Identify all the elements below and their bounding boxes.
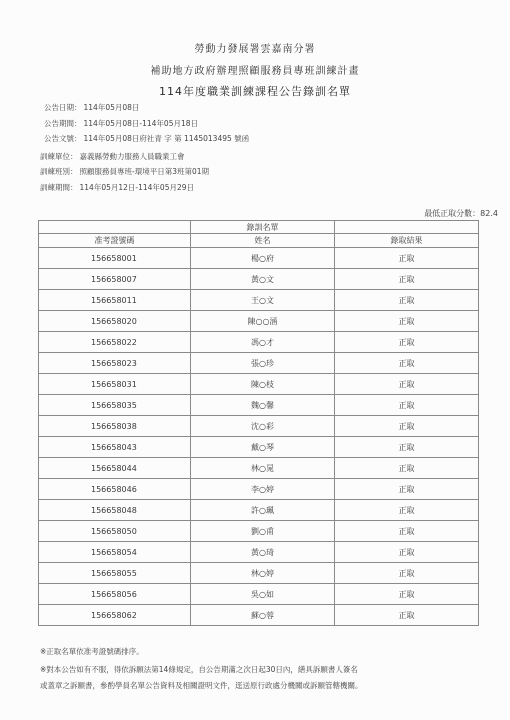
table-row — [39, 605, 479, 626]
program-name: 補助地方政府辦理照顧服務員專班訓練計畫 — [150, 66, 360, 77]
admission-number: 156658038 — [39, 416, 191, 437]
admission-result: 正取 — [335, 332, 479, 353]
meta-training-unit — [40, 151, 185, 162]
meta-announce-period — [44, 118, 198, 129]
admission-result: 正取 — [335, 311, 479, 332]
agency-name: 勞動力發展署雲嘉南分署 — [194, 44, 316, 55]
table-row — [39, 542, 479, 563]
meta-label: 公告日期： — [44, 103, 82, 112]
table-row — [39, 437, 479, 458]
meta-value: 照顧服務員專班-環境平日第3班第01期 — [79, 167, 210, 176]
admission-result: 正取 — [335, 563, 479, 584]
admission-result: 正取 — [335, 521, 479, 542]
admission-result: 正取 — [335, 290, 479, 311]
table-row — [39, 248, 479, 269]
student-name: 吳○如 — [191, 584, 335, 605]
admission-result: 正取 — [335, 542, 479, 563]
student-name: 蘇○蓉 — [191, 605, 335, 626]
column-header-id: 准考證號碼 — [39, 234, 191, 248]
admission-result: 正取 — [335, 458, 479, 479]
admission-number: 156658054 — [39, 542, 191, 563]
table-row — [39, 479, 479, 500]
admission-number: 156658022 — [39, 332, 191, 353]
table-row — [39, 416, 479, 437]
admission-number: 156658035 — [39, 395, 191, 416]
admission-result: 正取 — [335, 500, 479, 521]
student-name: 李○婷 — [191, 479, 335, 500]
student-name: 林○婷 — [191, 563, 335, 584]
admission-number: 156658062 — [39, 605, 191, 626]
admission-result: 正取 — [335, 437, 479, 458]
table-row — [39, 584, 479, 605]
min-score: 最低正取分數：82.4 — [424, 209, 498, 218]
table-row — [39, 332, 479, 353]
student-name: 馮○才 — [191, 332, 335, 353]
admission-number: 156658050 — [39, 521, 191, 542]
student-name: 黃○琦 — [191, 542, 335, 563]
admission-result: 正取 — [335, 269, 479, 290]
table-header-row — [39, 234, 479, 248]
student-name: 楊○府 — [191, 248, 335, 269]
admission-number: 156658044 — [39, 458, 191, 479]
table-row — [39, 269, 479, 290]
student-name: 陳○枝 — [191, 374, 335, 395]
admission-result: 正取 — [335, 248, 479, 269]
table-row — [39, 311, 479, 332]
admission-number: 156658055 — [39, 563, 191, 584]
student-name: 沈○彩 — [191, 416, 335, 437]
meta-value: 114年05月08日 — [83, 103, 140, 112]
meta-training-period — [40, 182, 194, 193]
admission-number: 156658020 — [39, 311, 191, 332]
table-row — [39, 563, 479, 584]
meta-label: 公告文號： — [44, 134, 82, 143]
admission-number: 156658048 — [39, 500, 191, 521]
table-row — [39, 458, 479, 479]
table-row — [39, 500, 479, 521]
note-appeal-1: ※對本公告如有不服，得依訴願法第14條規定，自公告期滿之次日起30日內，繕具訴願書人簽名 — [40, 665, 358, 674]
table-title-row — [39, 221, 479, 234]
student-name: 劉○甫 — [191, 521, 335, 542]
admission-result: 正取 — [335, 584, 479, 605]
meta-value: 嘉義縣勞動力服務人員職業工會 — [79, 152, 185, 161]
note-sort-order: ※正取名單依准考證號碼排序。 — [40, 647, 144, 656]
student-name: 林○晁 — [191, 458, 335, 479]
student-name: 王○文 — [191, 290, 335, 311]
table-row — [39, 521, 479, 542]
meta-value: 114年05月08日府社青 字 第 1145013495 號函 — [83, 134, 250, 143]
student-name: 黃○文 — [191, 269, 335, 290]
admission-number: 156658007 — [39, 269, 191, 290]
meta-announce-date — [44, 102, 139, 113]
admission-number: 156658056 — [39, 584, 191, 605]
meta-label: 公告期間： — [44, 119, 82, 128]
table-row — [39, 395, 479, 416]
student-name: 陳○○涵 — [191, 311, 335, 332]
table-title: 錄訓名單 — [191, 221, 335, 234]
table-row — [39, 374, 479, 395]
admission-number: 156658011 — [39, 290, 191, 311]
admission-number: 156658043 — [39, 437, 191, 458]
student-name: 許○珮 — [191, 500, 335, 521]
meta-label: 訓練單位： — [40, 152, 78, 161]
column-header-result: 錄取結果 — [335, 234, 479, 248]
student-name: 魏○馨 — [191, 395, 335, 416]
admission-number: 156658031 — [39, 374, 191, 395]
admission-number: 156658046 — [39, 479, 191, 500]
admission-result: 正取 — [335, 416, 479, 437]
admission-result: 正取 — [335, 353, 479, 374]
admission-table — [38, 220, 479, 626]
meta-training-class — [40, 166, 209, 177]
admission-number: 156658001 — [39, 248, 191, 269]
meta-document-number — [44, 133, 249, 144]
meta-value: 114年05月08日-114年05月18日 — [83, 119, 199, 128]
admission-result: 正取 — [335, 374, 479, 395]
meta-label: 訓練班別： — [40, 167, 78, 176]
table-row — [39, 353, 479, 374]
table-row — [39, 290, 479, 311]
admission-number: 156658023 — [39, 353, 191, 374]
list-title: 114年度職業訓練課程公告錄訓名單 — [159, 85, 351, 98]
meta-label: 訓練期間： — [40, 183, 78, 192]
student-name: 張○珍 — [191, 353, 335, 374]
student-name: 戴○琴 — [191, 437, 335, 458]
admission-result: 正取 — [335, 479, 479, 500]
column-header-name: 姓名 — [191, 234, 335, 248]
note-appeal-2: 或蓋章之訴願書，參酌學員名單公告資料及相關證明文件，逕送原行政處分機關或訴願管轄機關。 — [40, 681, 363, 690]
admission-result: 正取 — [335, 395, 479, 416]
meta-value: 114年05月12日-114年05月29日 — [79, 183, 195, 192]
admission-result: 正取 — [335, 605, 479, 626]
